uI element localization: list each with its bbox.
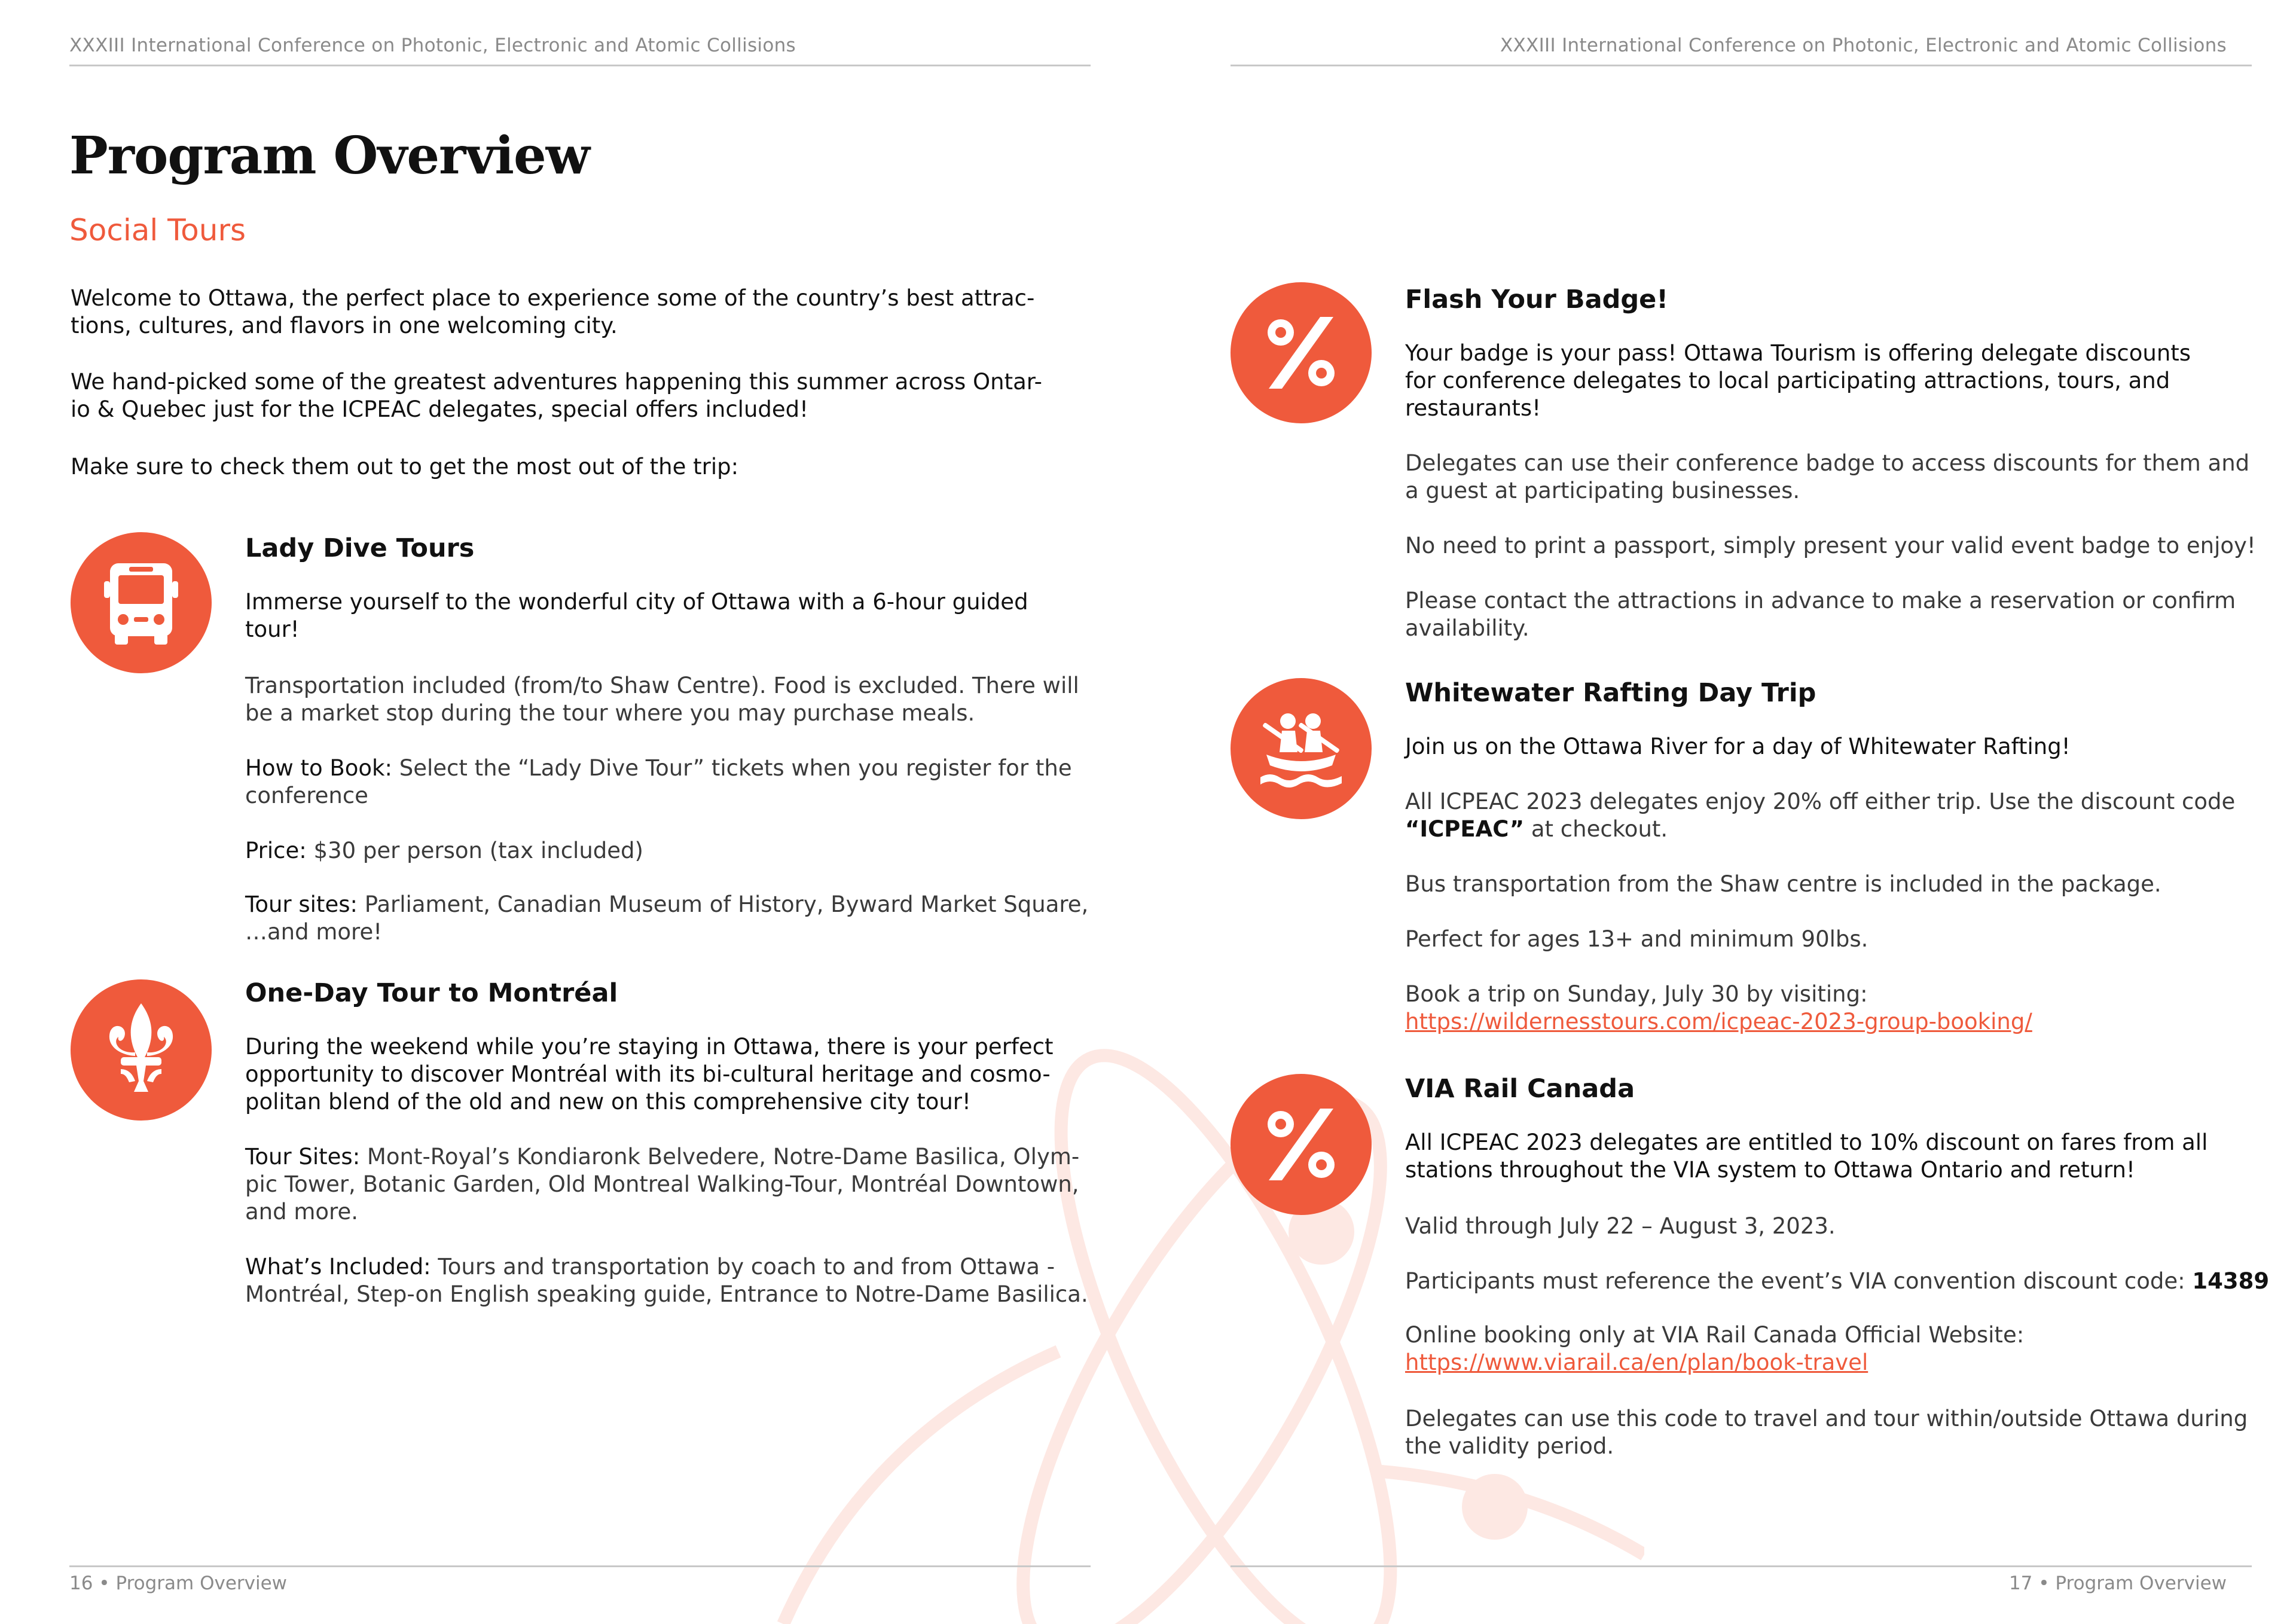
via-booking-link[interactable]: https://www.viarail.ca/en/plan/book-travel: [1405, 1350, 1868, 1375]
lady-dive-sites: Tour sites: Parliament, Canadian Museum of History, Byward Market Square, …and more!: [245, 892, 1089, 945]
badge-paragraph-2: No need to print a passport, simply present your valid event badge to enjoy!: [1405, 533, 2256, 558]
intro-paragraph-1: Welcome to Ottawa, the perfect place to experience some of the country’s best attrac- tions, cultures, and flavors in one welcoming city.: [71, 285, 1035, 338]
page-number-right: 17 • Program Overview: [2008, 1573, 2227, 1594]
montreal-included: What’s Included: Tours and transportation by coach to and from Ottawa - Montréal, Step-on English speaking guide, Entrance to Notre-Dame Basilica.: [245, 1254, 1088, 1307]
lady-dive-transport: Transportation included (from/to Shaw Centre). Food is excluded. There will be a market stop during the tour where you may purchase meals.: [245, 673, 1079, 726]
rafting-lead: Join us on the Ottawa River for a day of Whitewater Rafting!: [1405, 734, 2071, 759]
rafting-heading: Whitewater Rafting Day Trip: [1405, 678, 1816, 708]
rafting-discount: All ICPEAC 2023 delegates enjoy 20% off either trip. Use the discount code “ICPEAC” at checkout.: [1405, 789, 2236, 842]
header-rule-left: [69, 65, 1091, 66]
fleur-de-lis-badge: [71, 979, 212, 1121]
page-title: Program Overview: [69, 126, 590, 186]
via-usage: Delegates can use this code to travel and tour within/outside Ottawa during the validity period.: [1405, 1406, 2248, 1459]
fleur-de-lis-icon: [71, 979, 212, 1121]
rafting-booking: Book a trip on Sunday, July 30 by visiting: https://wildernesstours.com/icpeac-2023-group-booking/: [1405, 981, 2032, 1034]
via-lead: All ICPEAC 2023 delegates are entitled to 10% discount on fares from all stations throughout the VIA system to Ottawa Ontario and return!: [1405, 1130, 2208, 1183]
via-heading: VIA Rail Canada: [1405, 1074, 1635, 1104]
rafting-ages: Perfect for ages 13+ and minimum 90lbs.: [1405, 926, 1868, 952]
section-title: Social Tours: [69, 213, 246, 248]
running-header-right: XXXIII International Conference on Photonic, Electronic and Atomic Collisions: [1500, 35, 2227, 56]
via-percent-badge: [1231, 1074, 1372, 1215]
rafting-booking-link[interactable]: https://wildernesstours.com/icpeac-2023-group-booking/: [1405, 1009, 2032, 1034]
footer-rule-left: [69, 1565, 1091, 1567]
via-online-booking: Online booking only at VIA Rail Canada Official Website: https://www.viarail.ca/en/plan/book-travel: [1405, 1322, 2025, 1375]
intro-paragraph-2: We hand-picked some of the greatest adventures happening this summer across Ontar- io & Quebec just for the ICPEAC delegates, special offers included!: [71, 369, 1042, 422]
percent-icon: [1231, 1074, 1372, 1215]
montreal-lead: During the weekend while you’re staying in Ottawa, there is your perfect opportunity to discover Montréal with its bi-cultural heritage and cosmo- politan blend of the old and new on this comprehensive city tour!: [245, 1034, 1054, 1115]
montreal-heading: One-Day Tour to Montréal: [245, 978, 618, 1008]
via-validity: Valid through July 22 – August 3, 2023.: [1405, 1213, 1836, 1239]
via-discount-code: Participants must reference the event’s VIA convention discount code: 14389: [1405, 1268, 2270, 1294]
badge-paragraph-3: Please contact the attractions in advance to make a reservation or confirm availability.: [1405, 588, 2236, 641]
rafting-icon: [1231, 678, 1372, 819]
percent-icon: [1231, 282, 1372, 423]
montreal-sites: Tour Sites: Mont-Royal’s Kondiaronk Belvedere, Notre-Dame Basilica, Olym- pic Tower, Botanic Garden, Old Montreal Walking-Tour, Montréal Downtown, and more.: [245, 1144, 1080, 1225]
badge-paragraph-1: Delegates can use their conference badge to access discounts for them and a guest at participating businesses.: [1405, 450, 2250, 503]
lady-dive-heading: Lady Dive Tours: [245, 533, 475, 563]
header-rule-right: [1231, 65, 2252, 66]
badge-heading: Flash Your Badge!: [1405, 285, 1668, 315]
footer-rule-right: [1231, 1565, 2252, 1567]
running-header-left: XXXIII International Conference on Photonic, Electronic and Atomic Collisions: [69, 35, 796, 56]
page-number-left: 16 • Program Overview: [69, 1573, 288, 1594]
rafting-badge: [1231, 678, 1372, 819]
lady-dive-price: Price: $30 per person (tax included): [245, 838, 643, 863]
bus-icon: [71, 532, 212, 673]
badge-lead: Your badge is your pass! Ottawa Tourism is offering delegate discounts for conference delegates to local participating attractions, tours, and restaurants!: [1405, 340, 2191, 421]
bus-badge: [71, 532, 212, 673]
lady-dive-how-to-book: How to Book: Select the “Lady Dive Tour” tickets when you register for the conference: [245, 755, 1072, 808]
rafting-bus: Bus transportation from the Shaw centre is included in the package.: [1405, 871, 2161, 897]
lady-dive-lead: Immerse yourself to the wonderful city of Ottawa with a 6-hour guided tour!: [245, 589, 1028, 642]
badge-percent-badge: [1231, 282, 1372, 423]
intro-paragraph-3: Make sure to check them out to get the most out of the trip:: [71, 454, 739, 480]
